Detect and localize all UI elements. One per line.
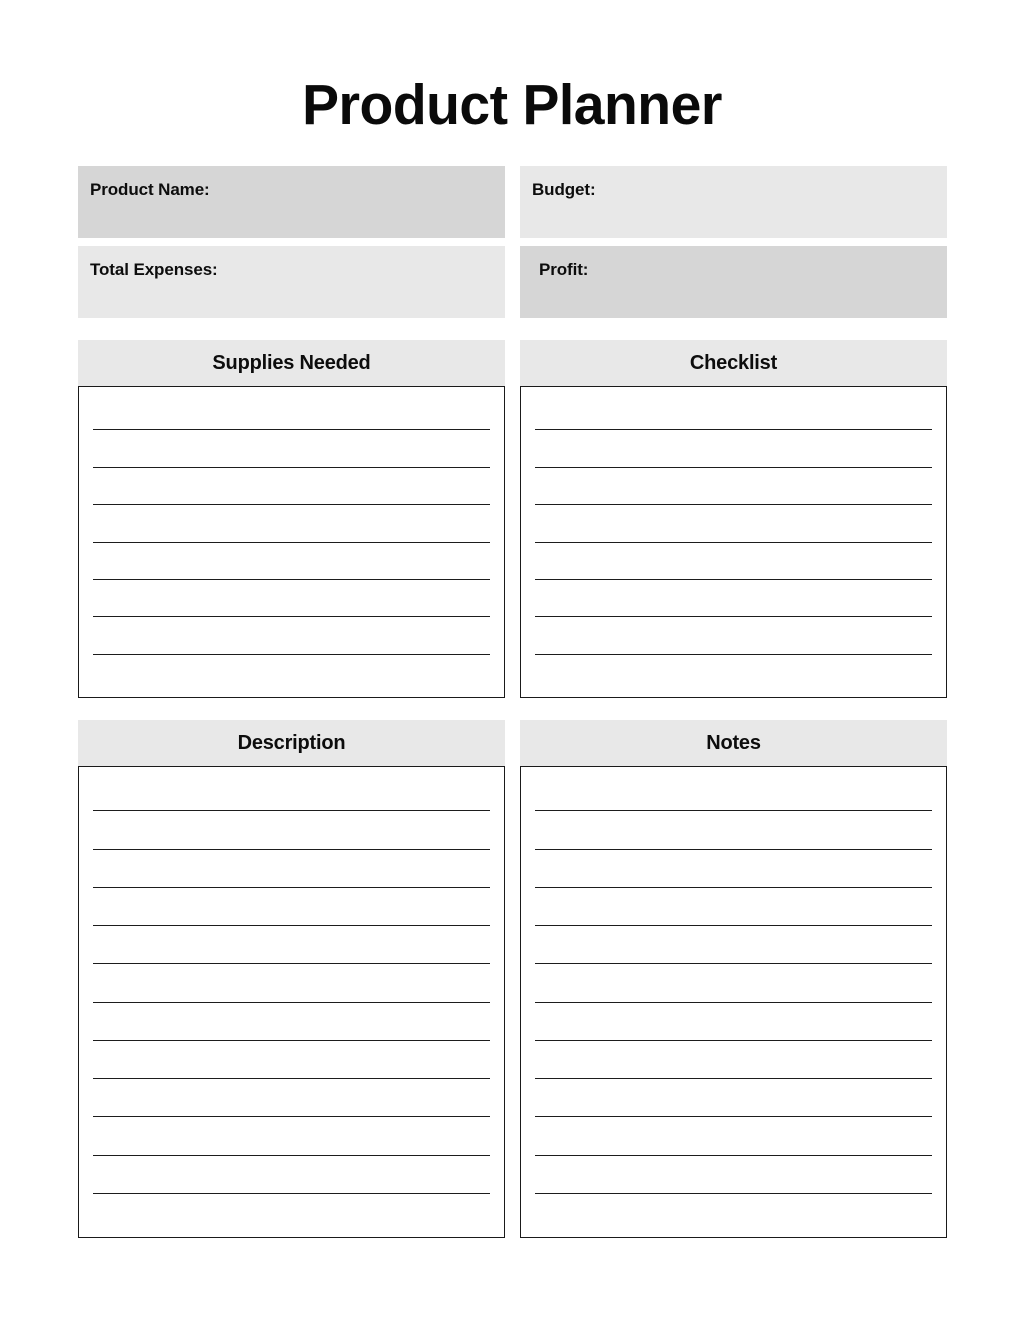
rule-line: [93, 429, 490, 430]
section-row-upper: [78, 340, 947, 698]
rule-line: [535, 579, 932, 580]
rule-line: [535, 1193, 932, 1194]
section-notes-box[interactable]: [520, 766, 947, 1238]
field-row-second: [78, 246, 947, 318]
rule-line: [93, 1193, 490, 1194]
rule-line: [535, 963, 932, 964]
rule-line: [93, 1116, 490, 1117]
section-row-lower: [78, 720, 947, 1238]
rule-line: [535, 925, 932, 926]
rule-line: [93, 1002, 490, 1003]
rule-line: [93, 1040, 490, 1041]
rule-line: [535, 849, 932, 850]
field-profit[interactable]: [520, 246, 947, 318]
section-supplies-needed-box[interactable]: [78, 386, 505, 698]
field-row-top: [78, 166, 947, 238]
rule-line: [93, 542, 490, 543]
rule-line: [535, 542, 932, 543]
rule-line: [535, 810, 932, 811]
rule-line: [535, 1155, 932, 1156]
rule-line: [93, 504, 490, 505]
rule-line: [93, 925, 490, 926]
rule-line: [93, 1078, 490, 1079]
rule-line: [535, 654, 932, 655]
field-profit-label: Profit:: [539, 260, 589, 279]
rule-line: [535, 1040, 932, 1041]
field-total-expenses[interactable]: [78, 246, 505, 318]
rule-line: [93, 849, 490, 850]
section-description-box[interactable]: [78, 766, 505, 1238]
section-notes-heading: Notes: [520, 720, 947, 766]
planner-body: [78, 166, 947, 1238]
rule-line: [93, 654, 490, 655]
field-product-name-label: Product Name:: [90, 180, 210, 199]
rule-line: [535, 1116, 932, 1117]
field-budget[interactable]: [520, 166, 947, 238]
rule-line: [93, 1155, 490, 1156]
rule-line: [535, 1078, 932, 1079]
rule-line: [535, 467, 932, 468]
rule-line: [535, 504, 932, 505]
section-notes: [520, 720, 947, 1238]
rule-line: [535, 616, 932, 617]
rule-line: [535, 1002, 932, 1003]
rule-line: [93, 579, 490, 580]
field-budget-label: Budget:: [532, 180, 596, 199]
rule-line: [535, 429, 932, 430]
section-checklist-box[interactable]: [520, 386, 947, 698]
section-checklist: [520, 340, 947, 698]
section-description: [78, 720, 505, 1238]
rule-line: [535, 887, 932, 888]
field-total-expenses-label: Total Expenses:: [90, 260, 218, 279]
rule-line: [93, 887, 490, 888]
section-description-heading: Description: [78, 720, 505, 766]
rule-line: [93, 963, 490, 964]
section-checklist-heading: Checklist: [520, 340, 947, 386]
rule-line: [93, 616, 490, 617]
section-supplies-needed: [78, 340, 505, 698]
rule-line: [93, 810, 490, 811]
field-product-name[interactable]: [78, 166, 505, 238]
rule-line: [93, 467, 490, 468]
section-supplies-needed-heading: Supplies Needed: [78, 340, 505, 386]
page-title: Product Planner: [302, 73, 722, 137]
